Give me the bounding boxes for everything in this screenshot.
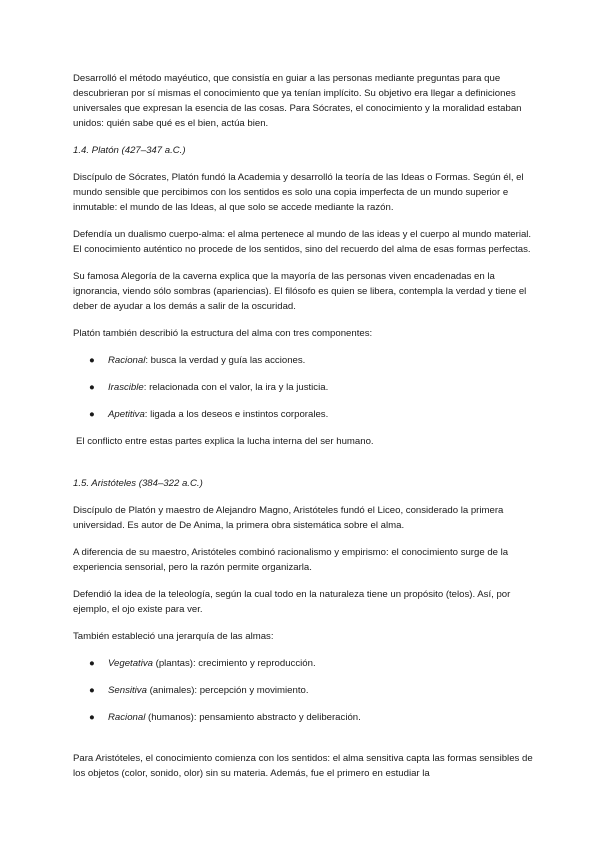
section-heading-platon: 1.4. Platón (427–347 a.C.) — [73, 145, 186, 156]
list-description: : busca la verdad y guía las acciones. — [145, 355, 306, 366]
paragraph: También estableció una jerarquía de las almas: — [73, 631, 274, 642]
list-description: (humanos): pensamiento abstracto y deliberación. — [145, 712, 361, 723]
section-heading-aristoteles: 1.5. Aristóteles (384–322 a.C.) — [73, 478, 203, 489]
paragraph: A diferencia de su maestro, Aristóteles combinó racionalismo y empirismo: el conocimiento surge de la experiencia sensorial, pero la razón permite organizarla. — [73, 547, 509, 573]
list-description: : ligada a los deseos e instintos corporales. — [144, 409, 329, 420]
bullet-icon: ● — [89, 409, 95, 420]
document-page — [73, 71, 533, 793]
bullet-icon: ● — [89, 658, 95, 669]
list-item — [73, 407, 533, 422]
bullet-list-soul-components — [73, 353, 533, 422]
list-term: Racional — [108, 712, 146, 723]
paragraph: Platón también describió la estructura del alma con tres componentes: — [73, 328, 373, 339]
list-item — [73, 380, 533, 395]
list-term: Vegetativa — [108, 658, 153, 669]
list-item — [73, 353, 533, 368]
paragraph: Discípulo de Sócrates, Platón fundó la Academia y desarrolló la teoría de las Ideas o Formas. Según él, el mundo sensible que percibimos con los sentidos es solo una copia imperfecta de un mundo superior e inmutable: el mundo de las Ideas, al que solo se accede mediante la razón. — [73, 172, 524, 213]
list-term: Racional — [108, 355, 146, 366]
final-paragraph: Para Aristóteles, el conocimiento comienza con los sentidos: el alma sensitiva capta las formas sensibles de los objetos (color, sonido, olor) sin su materia. Además, fue el primero en estudiar la — [73, 753, 533, 779]
list-item — [73, 683, 533, 698]
paragraph: Discípulo de Platón y maestro de Alejandro Magno, Aristóteles fundó el Liceo, considerado la primera universidad. Es autor de De Anima, la primera obra sistemática sobre el alma. — [73, 505, 504, 531]
list-term: Sensitiva — [108, 685, 147, 696]
closing-paragraph: El conflicto entre estas partes explica la lucha interna del ser humano. — [76, 436, 374, 447]
list-item — [73, 710, 533, 725]
bullet-icon: ● — [89, 382, 95, 393]
list-description: (plantas): crecimiento y reproducción. — [152, 658, 316, 669]
list-description: (animales): percepción y movimiento. — [146, 685, 309, 696]
bullet-icon: ● — [89, 355, 95, 366]
list-term: Apetitiva — [108, 409, 145, 420]
bullet-icon: ● — [89, 712, 95, 723]
list-description: : relacionada con el valor, la ira y la justicia. — [143, 382, 329, 393]
paragraph: Defendió la idea de la teleología, según la cual todo en la naturaleza tiene un propósito (telos). Así, por ejemplo, el ojo existe para ver. — [73, 589, 511, 615]
list-item — [73, 656, 533, 671]
bullet-icon: ● — [89, 685, 95, 696]
paragraph: Defendía un dualismo cuerpo-alma: el alma pertenece al mundo de las ideas y el cuerpo al mundo material. El conocimiento auténtico no procede de los sentidos, sino del recuerdo del alma de esas formas perfectas. — [73, 229, 532, 255]
paragraph: Su famosa Alegoría de la caverna explica que la mayoría de las personas viven encadenadas en la ignorancia, viendo sólo sombras (apariencias). El filósofo es quien se libera, contempla la verdad y tiene el deber de ayudar a los demás a salir de la oscuridad. — [73, 271, 527, 312]
list-term: Irascible — [108, 382, 144, 393]
bullet-list-soul-hierarchy — [73, 656, 533, 725]
intro-paragraph: Desarrolló el método mayéutico, que consistía en guiar a las personas mediante preguntas para que descubrieran por sí mismas el conocimiento que ya tenían implícito. Su objetivo era llegar a definiciones universales que expresan la esencia de las cosas. Para Sócrates, el conocimiento y la moralidad estaban unidos: quién sabe qué es el bien, actúa bien. — [73, 73, 522, 129]
